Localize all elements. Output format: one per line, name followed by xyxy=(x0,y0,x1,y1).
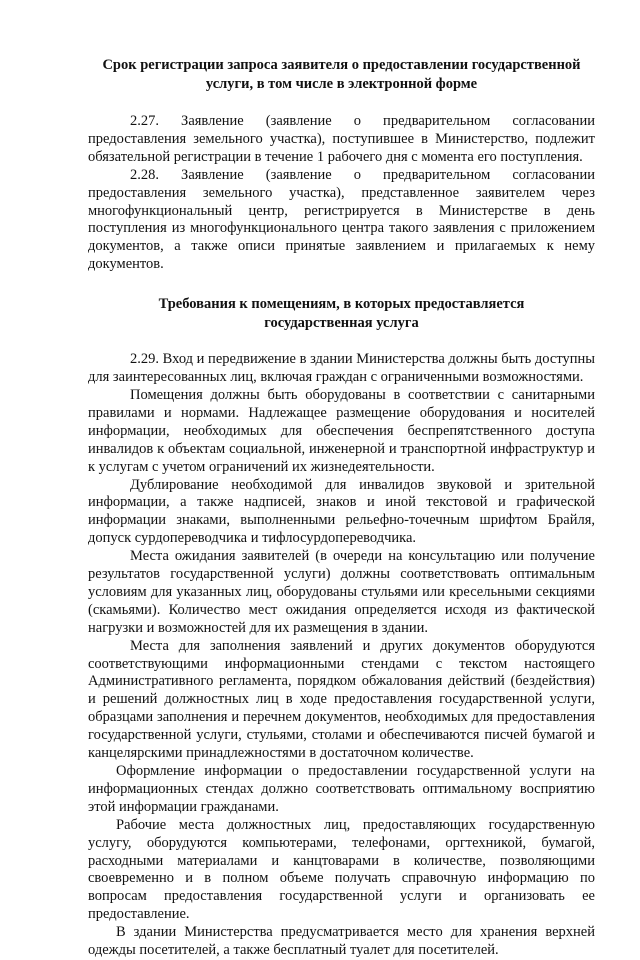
paragraph-2-29: 2.29. Вход и передвижение в здании Министерства должны быть доступны для заинтересованных лиц, включая граждан с ограниченными возможностями. xyxy=(88,351,595,386)
paragraph-2-28: 2.28. Заявление (заявление о предварительном согласовании предоставления земельного участка), представленное заявителем через многофункциональный центр, регистрируется в Министерстве в день поступления из многофункционального центра такого заявления с приложением документов, а также описи принятые заявлением и прилагаемых к нему документов. xyxy=(88,166,595,273)
paragraph-2-27: 2.27. Заявление (заявление о предварительном согласовании предоставления земельного участка), поступившее в Министерство, подлежит обязательной регистрации в течение 1 рабочего дня с момента его поступления. xyxy=(88,113,595,165)
section-heading-premises-requirements xyxy=(88,295,595,332)
heading-line: услуги, в том числе в электронной форме xyxy=(205,75,478,92)
paragraph-waiting-places: Места ожидания заявителей (в очереди на консультацию или получение результатов государственной услуги) должны соответствовать оптимальным условиям для указанных лиц, оборудованы стульями или кресельными секциями (скамьями). Количество мест ожидания определяется исходя из фактической нагрузки и возможностей для их размещения в здании. xyxy=(88,548,595,636)
paragraph-application-places: Места для заполнения заявлений и других документов оборудуются соответствующими информационными стендами с текстом настоящего Административного регламента, порядком обжалования действий (бездействия) и решений должностных лиц в ходе предоставления государственной услуги, образцами заполнения и перечнем документов, необходимых для предоставления государственной услуги, стульями, столами и обеспечиваются писчей бумагой и канцелярскими принадлежностями в достаточном количестве. xyxy=(88,637,595,762)
document-page xyxy=(88,56,595,960)
paragraph-duplication: Дублирование необходимой для инвалидов звуковой и зрительной информации, а также надписей, знаков и иной текстовой и графической информации знаками, выполненными рельефно-точечным шрифтом Брайля, допуск сурдопереводчика и тифлосурдопереводчика. xyxy=(88,476,595,547)
section-heading-registration-term xyxy=(88,56,595,93)
paragraph-cloakroom: В здании Министерства предусматривается место для хранения верхней одежды посетителей, а также бесплатный туалет для посетителей. xyxy=(88,924,595,959)
heading-line: Требования к помещениям, в которых предоставляется xyxy=(158,296,525,313)
paragraph-premises-equipment: Помещения должны быть оборудованы в соответствии с санитарными правилами и нормами. Надлежащее размещение оборудования и носителей информации, необходимых для обеспечения беспрепятственного доступа инвалидов к объектам социальной, инженерной и транспортной инфраструктур и к услугам с учетом ограничений их жизнедеятельности. xyxy=(88,386,595,475)
heading-line: Срок регистрации запроса заявителя о предоставлении государственной xyxy=(102,57,581,73)
paragraph-workplaces: Рабочие места должностных лиц, предоставляющих государственную услугу, оборудуются компьютерами, телефонами, оргтехникой, бумагой, расходными материалами и канцтоварами в количестве, позволяющими своевременно и в полном объеме получать справочную информацию по вопросам предоставления государственной услуги и организовать ее предоставление. xyxy=(88,816,595,923)
paragraph-info-stands: Оформление информации о предоставлении государственной услуги на информационных стендах должно соответствовать оптимальному восприятию этой информации гражданами. xyxy=(88,763,595,815)
heading-line: государственная услуга xyxy=(264,314,419,331)
